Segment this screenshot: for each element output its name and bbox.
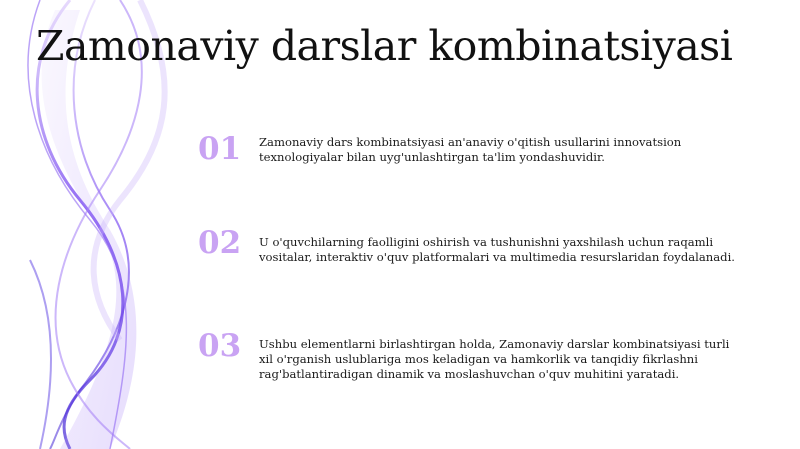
item-number: 01 (198, 131, 242, 167)
item-text: Ushbu elementlarni birlashtirgan holda, Zamonaviy darslar kombinatsiyasi turli xil o'rganish uslublariga mos keladigan va hamkorlik va tanqidiy fikrlashni rag'batlantiradigan dinamik va moslashuvchan o'quv muhitini yaratadi. (259, 337, 730, 381)
slide-title: Zamonaviy darslar kombinatsiyasi (36, 22, 733, 70)
item-number: 02 (198, 225, 242, 261)
item-text: Zamonaviy dars kombinatsiyasi an'anaviy o'qitish usullarini innovatsion texnologiyalar bilan uyg'unlashtirgan ta'lim yondashuvidir. (259, 135, 682, 164)
item-text: U o'quvchilarning faolligini oshirish va tushunishni yaxshilash uchun raqamli vositalar, interaktiv o'quv platformalari va multimedia resurslaridan foydalanadi. (259, 235, 735, 264)
item-number: 03 (198, 328, 242, 364)
